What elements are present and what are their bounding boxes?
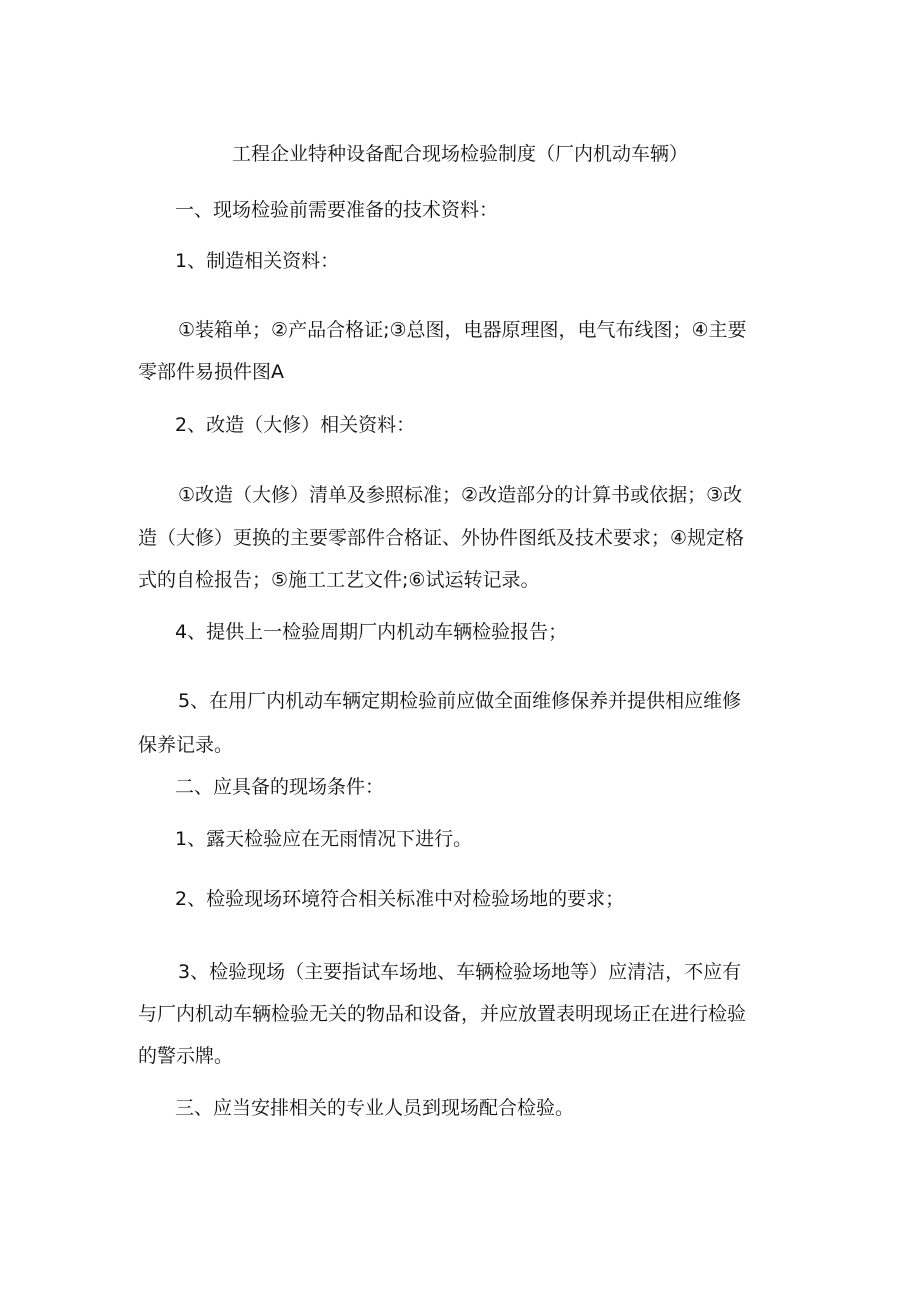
item2-text-line3: 式的自检报告；⑤施工工艺文件;⑥试运转记录。 [138, 569, 540, 591]
item5-text-line2: 保养记录。 [138, 734, 234, 756]
document-title: 工程企业特种设备配合现场检验制度（厂内机动车辆） [231, 143, 688, 165]
section1-heading: 一、现场检验前需要准备的技术资料： [175, 199, 499, 221]
condition3-text-line3: 的警示牌。 [138, 1045, 234, 1067]
item2-text-line2: 造（大修）更换的主要零部件合格证、外协件图纸及技术要求；④规定格 [138, 527, 745, 549]
item2-text-line1: ①改造（大修）清单及参照标准；②改造部分的计算书或依据；③改 [178, 484, 743, 506]
condition2-text: 2、检验现场环境符合相关标准中对检验场地的要求； [175, 888, 625, 910]
item1-text-line2: 零部件易损件图A [138, 361, 284, 383]
item2-heading: 2、改造（大修）相关资料： [175, 414, 416, 436]
condition3-text-line1: 3、检验现场（主要指试车场地、车辆检验场地等）应清洁，不应有 [178, 961, 742, 983]
item1-heading: 1、制造相关资料： [175, 250, 340, 272]
item5-text-line1: 5、在用厂内机动车辆定期检验前应做全面维修保养并提供相应维修 [178, 690, 742, 712]
condition3-text-line2: 与厂内机动车辆检验无关的物品和设备，并应放置表明现场正在进行检验 [138, 1003, 747, 1025]
item1-text-line1: ①装箱单；②产品合格证;③总图，电器原理图，电气布线图；④主要 [178, 319, 747, 341]
section3-heading: 三、应当安排相关的专业人员到现场配合检验。 [175, 1097, 575, 1119]
condition1-text: 1、露天检验应在无雨情况下进行。 [175, 828, 473, 850]
section2-heading: 二、应具备的现场条件： [175, 776, 385, 798]
item4-text: 4、提供上一检验周期厂内机动车辆检验报告； [175, 621, 568, 643]
